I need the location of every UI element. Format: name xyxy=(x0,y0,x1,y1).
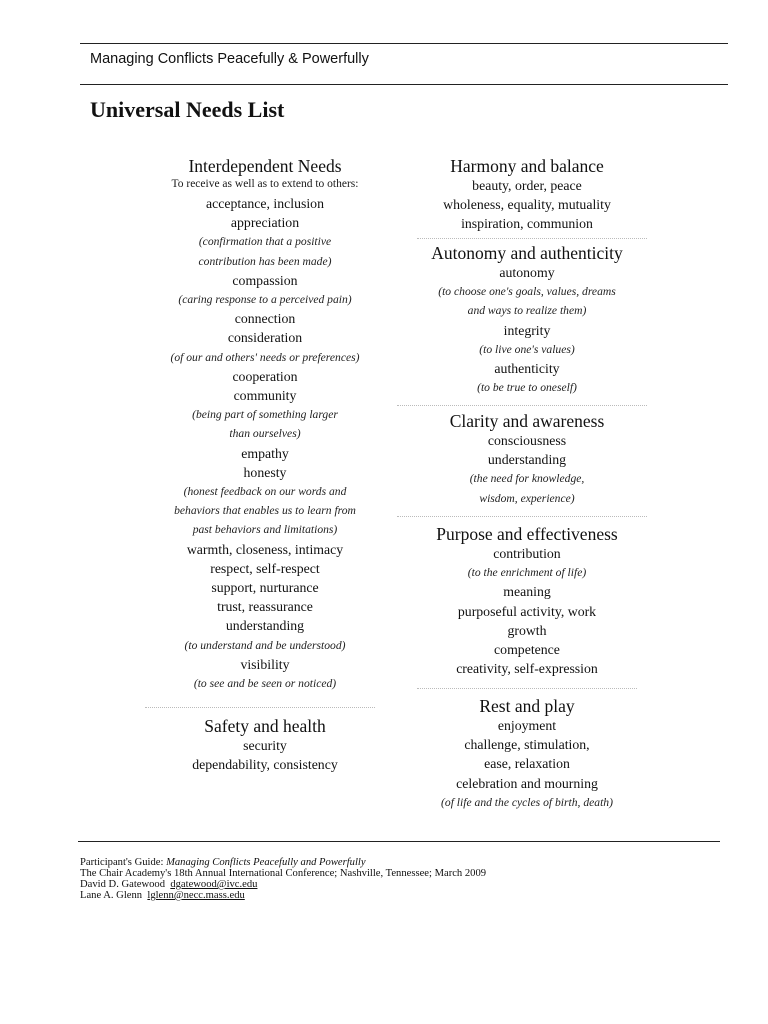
need-item: challenge, stimulation, xyxy=(464,737,590,753)
section-divider xyxy=(397,405,647,406)
need-description: (of our and others' needs or preferences) xyxy=(170,350,360,364)
need-item: cooperation xyxy=(232,368,298,384)
need-item: respect, self-respect xyxy=(210,560,320,576)
need-description: past behaviors and limitations) xyxy=(192,523,338,537)
need-description: (the need for knowledge, xyxy=(469,472,585,486)
need-item: security xyxy=(243,738,287,753)
author-email-link[interactable]: dgatewood@ivc.edu xyxy=(170,879,258,890)
section-heading: Clarity and awareness xyxy=(449,411,605,431)
section-clarity-and-awareness xyxy=(407,411,647,508)
need-description: wisdom, experience) xyxy=(479,491,575,505)
section-subheading: To receive as well as to extend to others: xyxy=(171,178,359,190)
need-item: integrity xyxy=(503,322,551,338)
need-item: authenticity xyxy=(494,361,560,377)
section-heading: Safety and health xyxy=(204,716,326,736)
needs-list xyxy=(407,263,647,397)
need-item: beauty, order, peace xyxy=(472,178,582,193)
need-item: creativity, self-expression xyxy=(456,661,598,677)
page-title: Universal Needs List xyxy=(90,97,285,122)
author-name: Lane A. Glenn xyxy=(80,890,143,901)
header-rule xyxy=(80,84,728,85)
section-heading: Rest and play xyxy=(479,696,575,716)
need-item: growth xyxy=(507,622,547,638)
running-head: Managing Conflicts Peacefully & Powerfully xyxy=(90,51,369,67)
need-item: autonomy xyxy=(499,265,555,280)
footer-line-guide xyxy=(80,857,486,868)
footer xyxy=(80,857,486,901)
need-item: understanding xyxy=(487,452,567,468)
section-heading: Interdependent Needs xyxy=(188,156,342,176)
need-item: acceptance, inclusion xyxy=(206,196,324,211)
footer-line-conference: The Chair Academy's 18th Annual International Conference; Nashville, Tennessee; March 2009 xyxy=(80,868,487,879)
need-item: celebration and mourning xyxy=(456,775,598,791)
need-description: (honest feedback on our words and xyxy=(183,485,347,499)
need-item: support, nurturance xyxy=(211,580,319,596)
needs-list xyxy=(145,194,385,693)
need-description: than ourselves) xyxy=(229,427,301,441)
need-description: (to live one's values) xyxy=(479,342,575,356)
section-divider xyxy=(145,707,375,708)
needs-list xyxy=(407,431,647,508)
need-item: empathy xyxy=(241,445,289,461)
need-item: dependability, consistency xyxy=(192,757,338,773)
need-item: warmth, closeness, intimacy xyxy=(186,541,344,557)
section-safety-and-health xyxy=(145,716,385,774)
need-item: community xyxy=(233,388,297,404)
section-interdependent-needs xyxy=(145,156,385,693)
section-heading: Purpose and effectiveness xyxy=(436,524,618,544)
footer-guide-label: Participant's Guide: xyxy=(80,857,167,868)
need-item: purposeful activity, work xyxy=(457,603,597,619)
footer-line-author-1 xyxy=(80,879,486,890)
need-description: (confirmation that a positive xyxy=(198,235,332,249)
needs-list xyxy=(407,176,647,234)
needs-list xyxy=(407,544,647,678)
need-description: behaviors that enables us to learn from xyxy=(174,504,356,518)
top-rule xyxy=(80,43,728,44)
need-item: trust, reassurance xyxy=(217,599,313,615)
need-item: contribution xyxy=(493,546,561,561)
need-item: understanding xyxy=(225,618,305,634)
need-description: (being part of something larger xyxy=(192,408,338,422)
need-description: contribution has been made) xyxy=(198,254,332,268)
need-description: (to be true to oneself) xyxy=(477,381,577,395)
need-item: ease, relaxation xyxy=(484,756,570,772)
need-item: connection xyxy=(234,311,296,327)
needs-list xyxy=(145,736,385,774)
need-item: enjoyment xyxy=(497,718,557,733)
need-item: appreciation xyxy=(230,215,300,231)
section-purpose-and-effectiveness xyxy=(407,524,647,678)
section-rest-and-play xyxy=(407,696,647,812)
author-name: David D. Gatewood xyxy=(80,879,166,890)
need-item: compassion xyxy=(232,272,298,288)
need-description: (to see and be seen or noticed) xyxy=(193,677,337,691)
section-divider xyxy=(417,238,647,239)
need-item: consideration xyxy=(227,330,303,346)
need-description: (caring response to a perceived pain) xyxy=(178,293,352,307)
need-item: inspiration, communion xyxy=(461,216,593,232)
need-description: (to understand and be understood) xyxy=(184,638,346,652)
section-divider xyxy=(417,688,637,689)
author-email-link[interactable]: lglenn@necc.mass.edu xyxy=(147,890,245,901)
section-divider xyxy=(397,516,647,517)
footer-guide-title: Managing Conflicts Peacefully and Powerfully xyxy=(166,857,366,868)
section-harmony-and-balance xyxy=(407,156,647,234)
footer-line-author-2 xyxy=(80,890,486,901)
need-description: and ways to realize them) xyxy=(467,304,587,318)
need-item: consciousness xyxy=(487,433,567,448)
need-description: (to choose one's goals, values, dreams xyxy=(438,285,616,299)
need-item: honesty xyxy=(243,464,287,480)
need-item: competence xyxy=(494,642,560,658)
need-item: meaning xyxy=(503,584,551,600)
need-item: visibility xyxy=(240,656,290,672)
section-heading: Autonomy and authenticity xyxy=(431,243,623,263)
needs-list xyxy=(407,716,647,812)
section-autonomy-and-authenticity xyxy=(407,243,647,397)
need-item: wholeness, equality, mutuality xyxy=(443,197,611,213)
footer-rule xyxy=(78,841,720,842)
need-description: (to the enrichment of life) xyxy=(467,566,587,580)
section-heading: Harmony and balance xyxy=(450,156,604,176)
need-description: (of life and the cycles of birth, death) xyxy=(441,795,613,809)
